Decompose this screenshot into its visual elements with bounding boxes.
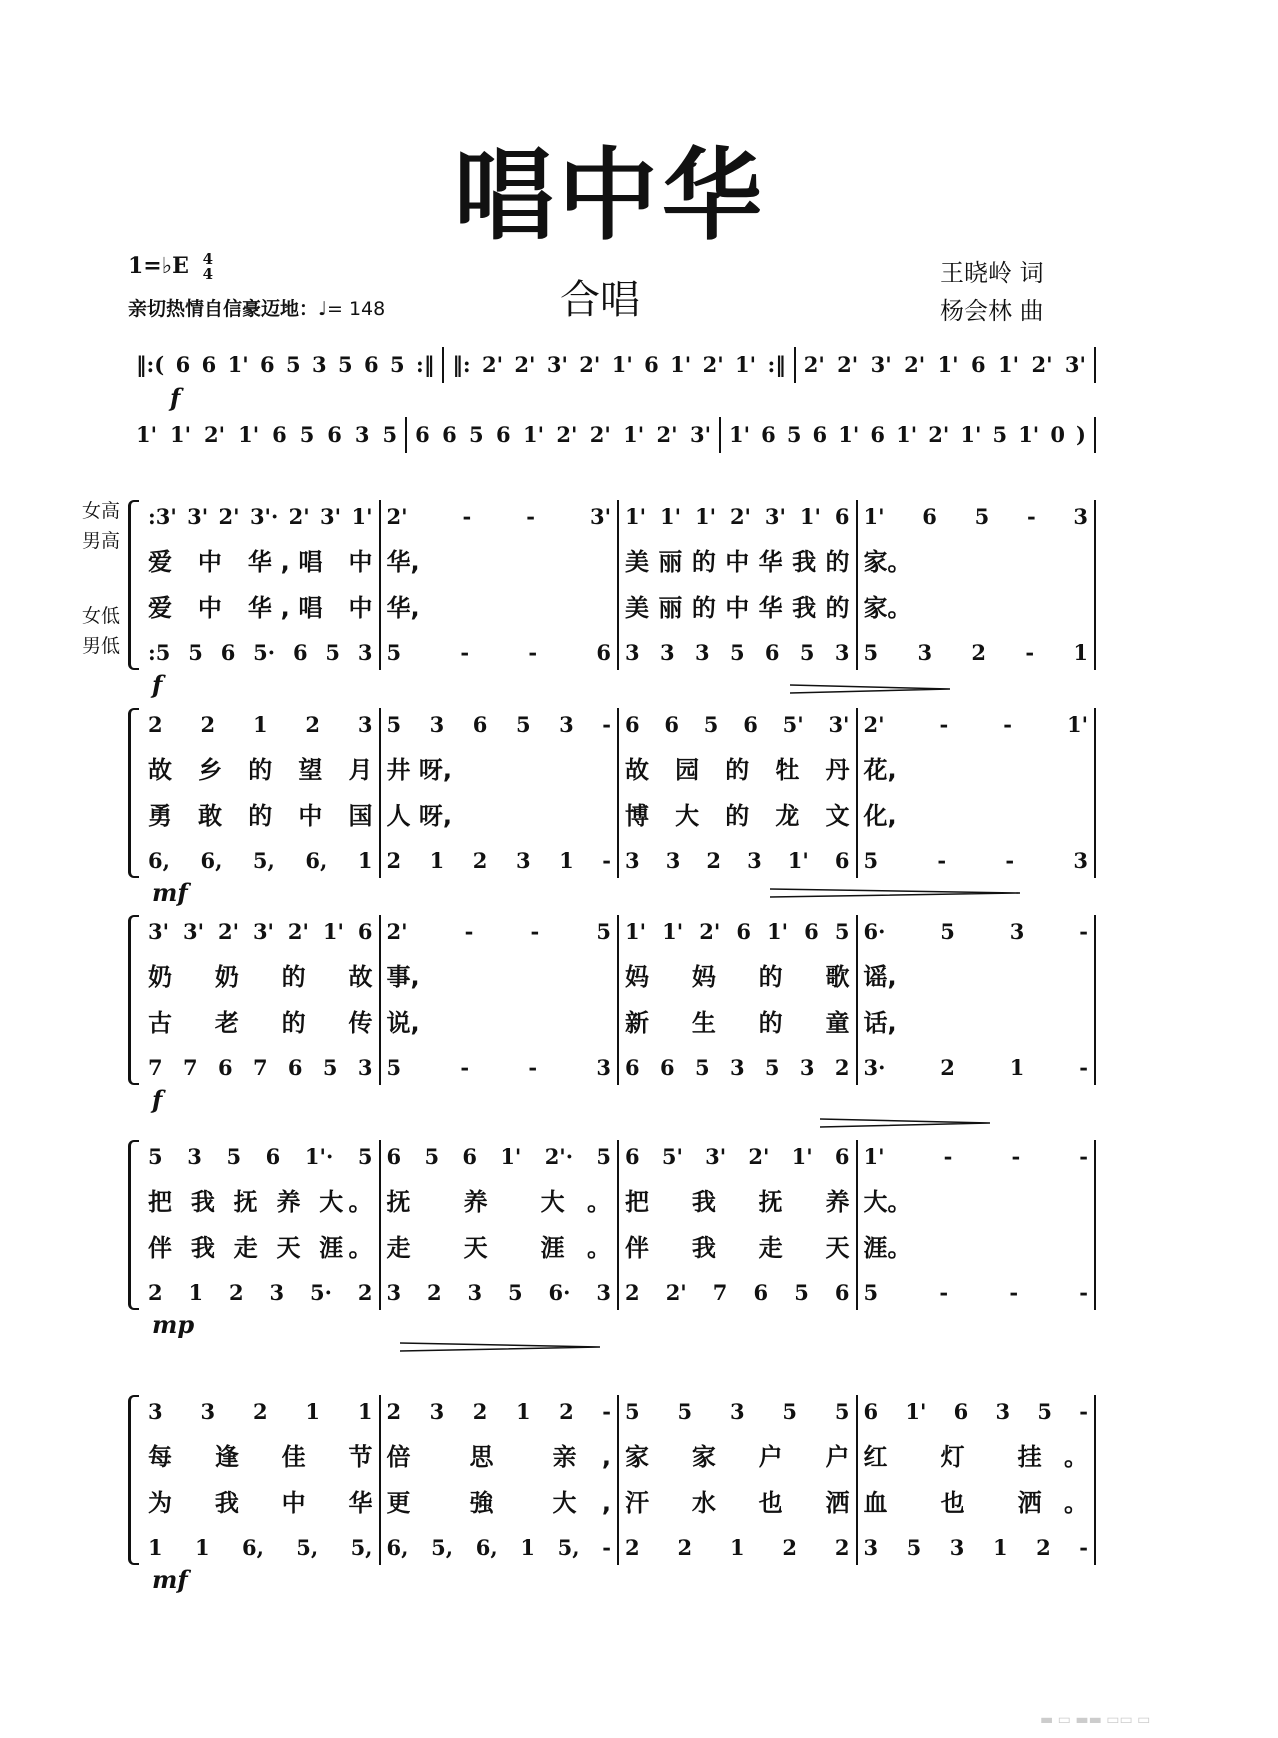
measure: ‖:( 6 6 1' 6 5 3 5 6 5 :‖	[128, 347, 444, 383]
lyrics-verse-1: 红 灯 挂。	[863, 1443, 1088, 1472]
measure	[858, 500, 1097, 670]
brace	[128, 1140, 139, 1310]
upper-notes: 2 2 1 2 3	[148, 712, 373, 737]
lyrics-verse-2: 涯。	[863, 1233, 912, 1262]
upper-notes: 6 5 6 1' 2'· 5	[386, 1144, 611, 1169]
upper-notes: 1' - - -	[863, 1144, 1088, 1169]
voice-label-s1: 女高	[82, 500, 121, 522]
time-bottom: 4	[202, 265, 213, 283]
lyrics-verse-2: 美 丽 的 中 华 我 的	[625, 593, 850, 622]
lyrics-verse-1: 家 家 户 户	[625, 1443, 850, 1472]
lower-notes: 3 2 3 5 6· 3	[386, 1279, 611, 1305]
system	[128, 915, 1096, 1085]
measure	[858, 915, 1097, 1085]
system	[128, 1395, 1096, 1565]
lyrics-verse-2: 伴 我 走 天 涯。	[148, 1233, 373, 1262]
system	[128, 708, 1096, 878]
lyrics-verse-2: 伴 我 走 天	[625, 1233, 850, 1262]
lyrics-verse-2: 化,	[863, 801, 897, 830]
measure: 6 6 5 6 1' 2' 2' 1' 2' 3'	[407, 417, 721, 453]
time-signature	[203, 252, 213, 282]
lower-notes: 5 - - -	[863, 1279, 1088, 1305]
measure: 2' 2' 3' 2' 1' 6 1' 2' 3'	[796, 347, 1096, 383]
lyrics-verse-1: 事,	[386, 963, 420, 992]
lower-notes: 6 6 5 3 5 3 2	[625, 1054, 850, 1080]
lyrics-verse-2: 博 大 的 龙 文	[625, 801, 850, 830]
bpm: = 148	[326, 298, 386, 320]
watermark: ▬ ▭ ▬▬ ▭▭ ▭	[1040, 1712, 1151, 1728]
lyrics-verse-2: 说,	[386, 1008, 420, 1037]
key-signature	[128, 252, 213, 282]
upper-notes: :3' 3' 2' 3'· 2' 3' 1'	[148, 504, 373, 529]
lyrics-verse-2: 血 也 洒。	[863, 1488, 1088, 1517]
expression: 亲切热情自信豪迈地：	[128, 298, 319, 320]
dynamic-marking: mf	[152, 878, 188, 907]
measures	[142, 1140, 1096, 1310]
upper-notes: 1' 1' 2' 6 1' 6 5	[625, 919, 850, 944]
lyrics-verse-2: 为 我 中 华	[148, 1488, 373, 1517]
lyrics-verse-2: 勇 敢 的 中 国	[148, 801, 373, 830]
measure	[619, 1140, 858, 1310]
lower-notes: 1 1 6, 5, 5,	[148, 1534, 373, 1560]
lyrics-verse-1: 华,	[386, 548, 420, 577]
lyrics-verse-1: 井 呀,	[386, 756, 452, 785]
lyrics-verse-1: 每 逢 佳 节	[148, 1443, 373, 1472]
lyrics-verse-2: 家。	[863, 593, 912, 622]
measure	[142, 500, 381, 670]
upper-notes: 1' 6 5 - 3	[863, 504, 1088, 529]
voice-label-b: 男低	[82, 635, 121, 657]
intro-line	[128, 345, 1096, 385]
lyrics-verse-1: 奶 奶 的 故	[148, 963, 373, 992]
upper-notes: 6· 5 3 -	[863, 919, 1088, 944]
lower-notes: 2 1 2 3 5· 2	[148, 1279, 373, 1305]
measure	[619, 1395, 858, 1565]
lower-notes: :5 5 6 5· 6 5 3	[148, 639, 373, 665]
lyrics-verse-1: 爱 中 华,唱 中	[148, 548, 373, 577]
lower-notes: 2 1 2 3 1 -	[386, 847, 611, 873]
decrescendo-hairpin	[790, 684, 950, 694]
lyrics-verse-1: 故 园 的 牡 丹	[625, 756, 850, 785]
decrescendo-hairpin	[770, 888, 1020, 898]
measure	[381, 1140, 620, 1310]
lyrics-verse-1: 把 我 抚 养	[625, 1188, 850, 1217]
lower-notes: 5 - - 3	[863, 847, 1088, 873]
lower-notes: 3 3 2 3 1' 6	[625, 847, 850, 873]
lyrics-verse-1: 花,	[863, 756, 897, 785]
lower-notes: 3· 2 1 -	[863, 1054, 1088, 1080]
lyrics-verse-1: 故 乡 的 望 月	[148, 756, 373, 785]
lower-notes: 5 - - 6	[386, 639, 611, 665]
measure	[858, 708, 1097, 878]
measure: 1' 1' 2' 1' 6 5 6 3 5	[128, 417, 407, 453]
lyrics-verse-1: 美 丽 的 中 华 我 的	[625, 548, 850, 577]
measures	[142, 1395, 1096, 1565]
dynamic-marking: f	[152, 1085, 163, 1114]
lower-notes: 3 5 3 1 2 -	[863, 1534, 1088, 1560]
measure: ‖: 2' 2' 3' 2' 1' 6 1' 2' 1' :‖	[444, 347, 795, 383]
lower-notes: 2 2' 7 6 5 6	[625, 1279, 850, 1305]
lower-notes: 6, 6, 5, 6, 1	[148, 847, 373, 873]
composer: 杨会林 曲	[940, 297, 1044, 325]
lyrics-verse-2: 爱 中 华,唱 中	[148, 593, 373, 622]
credits	[940, 254, 1044, 330]
lower-notes: 5 - - 3	[386, 1054, 611, 1080]
upper-notes: 6 1' 6 3 5 -	[863, 1399, 1088, 1424]
voice-label-a: 女低	[82, 605, 121, 627]
quarter-note-icon: ♩	[318, 298, 327, 320]
lyrics-verse-1: 谣,	[863, 963, 897, 992]
dynamic-marking: mp	[152, 1310, 195, 1339]
upper-notes: 6 6 5 6 5' 3'	[625, 712, 850, 737]
measure	[381, 1395, 620, 1565]
dynamic-marking: f	[170, 383, 181, 412]
lyrics-verse-2: 汗 水 也 洒	[625, 1488, 850, 1517]
upper-notes: 2' - - 1'	[863, 712, 1088, 737]
upper-notes: 5 3 5 6 1'· 5	[148, 1144, 373, 1169]
measure	[142, 915, 381, 1085]
measure	[619, 500, 858, 670]
lower-notes: 3 3 3 5 6 5 3	[625, 639, 850, 665]
upper-notes: 2' - - 5	[386, 919, 611, 944]
decrescendo-hairpin	[820, 1118, 990, 1128]
measure	[142, 708, 381, 878]
upper-notes: 2' - - 3'	[386, 504, 611, 529]
upper-notes: 3 3 2 1 1	[148, 1399, 373, 1424]
dynamic-marking: mf	[152, 1565, 188, 1594]
song-title: 唱中华	[454, 137, 766, 254]
time-top: 4	[202, 250, 213, 268]
dynamic-marking: f	[152, 670, 163, 699]
measures	[142, 708, 1096, 878]
measure	[619, 708, 858, 878]
lyrics-verse-2: 更 強 大,	[386, 1488, 611, 1517]
lyrics-verse-2: 古 老 的 传	[148, 1008, 373, 1037]
upper-notes: 5 3 6 5 3 -	[386, 712, 611, 737]
system	[128, 500, 1096, 670]
lyrics-verse-2: 新 生 的 童	[625, 1008, 850, 1037]
upper-notes: 2 3 2 1 2 -	[386, 1399, 611, 1424]
voice-label-s2: 男高	[82, 530, 121, 552]
measure	[142, 1395, 381, 1565]
lower-notes: 7 7 6 7 6 5 3	[148, 1054, 373, 1080]
lower-notes: 6, 5, 6, 1 5, -	[386, 1534, 611, 1560]
upper-notes: 5 5 3 5 5	[625, 1399, 850, 1424]
upper-notes: 3' 3' 2' 3' 2' 1' 6	[148, 919, 373, 944]
lyrics-verse-1: 大。	[863, 1188, 912, 1217]
key-label: 1=♭E	[128, 253, 189, 279]
measures	[142, 500, 1096, 670]
measure	[381, 500, 620, 670]
lyrics-verse-1: 妈 妈 的 歌	[625, 963, 850, 992]
lyrics-verse-2: 走 天 涯。	[386, 1233, 611, 1262]
lyrics-verse-1: 抚 养 大。	[386, 1188, 611, 1217]
lyrics-verse-1: 把 我 抚 养 大。	[148, 1188, 373, 1217]
subtitle: 合唱	[560, 277, 640, 323]
lyrics-verse-1: 倍 思 亲,	[386, 1443, 611, 1472]
tempo-marking	[128, 294, 385, 321]
measure	[858, 1395, 1097, 1565]
lyrics-verse-1: 家。	[863, 548, 912, 577]
upper-notes: 6 5' 3' 2' 1' 6	[625, 1144, 850, 1169]
intro-line	[128, 415, 1096, 455]
brace	[128, 500, 139, 670]
lyricist: 王晓岭 词	[940, 259, 1044, 287]
lyrics-verse-2: 人 呀,	[386, 801, 452, 830]
measures	[142, 915, 1096, 1085]
lower-notes: 2 2 1 2 2	[625, 1534, 850, 1560]
brace	[128, 708, 139, 878]
decrescendo-hairpin	[400, 1342, 600, 1352]
lyrics-verse-2: 话,	[863, 1008, 897, 1037]
measure	[619, 915, 858, 1085]
brace	[128, 1395, 139, 1565]
lyrics-verse-2: 华,	[386, 593, 420, 622]
measure	[858, 1140, 1097, 1310]
system	[128, 1140, 1096, 1310]
measure	[381, 915, 620, 1085]
lower-notes: 5 3 2 - 1	[863, 639, 1088, 665]
measure	[142, 1140, 381, 1310]
measure	[381, 708, 620, 878]
measure: 1' 6 5 6 1' 6 1' 2' 1' 5 1' 0 )	[721, 417, 1096, 453]
upper-notes: 1' 1' 1' 2' 3' 1' 6	[625, 504, 850, 529]
brace	[128, 915, 139, 1085]
